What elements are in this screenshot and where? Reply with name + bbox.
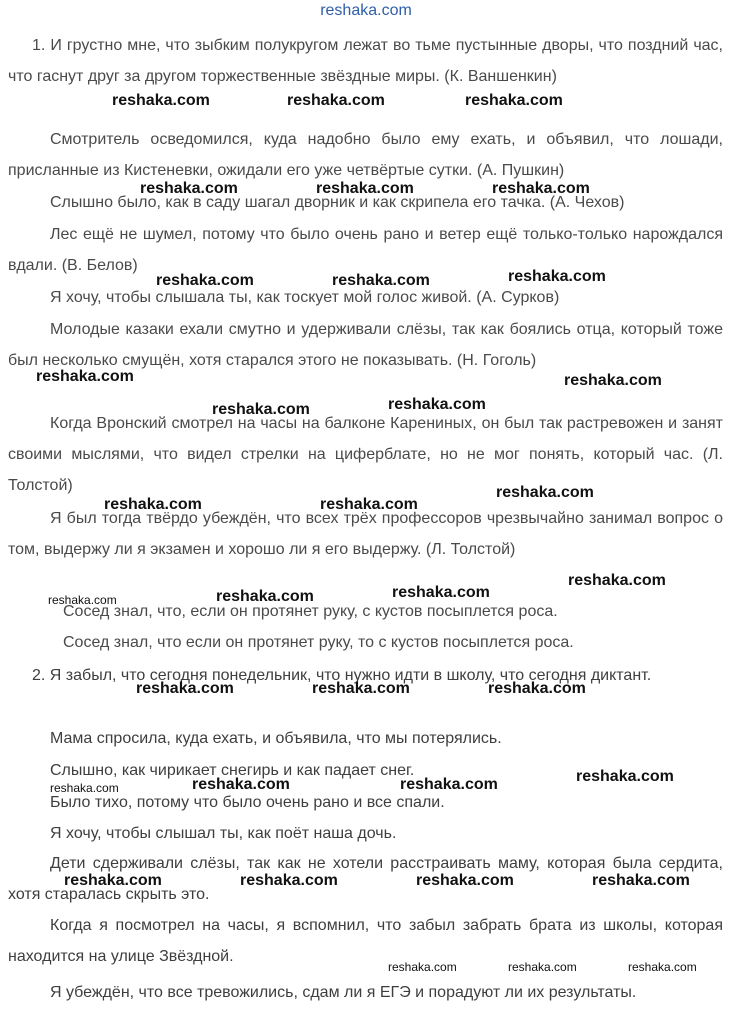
task1-paragraph-5: Я хочу, чтобы слышала ты, как тоскует мой голос живой. (А. Сурков) xyxy=(50,289,560,306)
task2-paragraph-8: Я убеждён, что все тревожились, сдам ли я ЕГЭ и порадуют ли их результаты. xyxy=(50,984,637,1001)
watermark: reshaka.com xyxy=(50,781,119,795)
watermark: reshaka.com xyxy=(48,593,117,607)
watermark: reshaka.com xyxy=(392,584,490,601)
watermark: reshaka.com xyxy=(64,872,162,889)
watermark: reshaka.com xyxy=(212,401,310,418)
watermark: reshaka.com xyxy=(332,272,430,289)
watermark: reshaka.com xyxy=(592,872,690,889)
task2-paragraph-7: Когда я посмотрел на часы, я вспомнил, что забыл забрать брата из школы, которая находится на улице Звёздной. xyxy=(8,917,723,965)
watermark: reshaka.com xyxy=(496,484,594,501)
task1-paragraph-1: 1. И грустно мне, что зыбким полукругом лежат во тьме пустынные дворы, что поздний час, что гаснут друг за другом торжественные звёздные миры. (К. Ваншенкин) xyxy=(8,37,723,85)
watermark: reshaka.com xyxy=(492,180,590,197)
task1-paragraph-2: Смотритель осведомился, куда надобно было ему ехать, и объявил, что лошади, присланные из Кистеневки, ожидали его уже четвёртые сутки. (А. Пушкин) xyxy=(8,131,723,179)
watermark: reshaka.com xyxy=(465,92,563,109)
watermark: reshaka.com xyxy=(400,776,498,793)
watermark: reshaka.com xyxy=(140,180,238,197)
task2-paragraph-5: Я хочу, чтобы слышал ты, как поёт наша дочь. xyxy=(50,825,397,842)
watermark: reshaka.com xyxy=(240,872,338,889)
watermark: reshaka.com xyxy=(216,588,314,605)
watermark: reshaka.com xyxy=(388,396,486,413)
watermark: reshaka.com xyxy=(568,572,666,589)
watermark: reshaka.com xyxy=(576,768,674,785)
watermark: reshaka.com xyxy=(508,960,577,974)
watermark: reshaka.com xyxy=(416,872,514,889)
watermark: reshaka.com xyxy=(156,272,254,289)
task2-paragraph-3: Слышно, как чирикает снегирь и как падает снег. xyxy=(50,762,415,779)
task1-paragraph-6: Молодые казаки ехали смутно и удерживали слёзы, так как боялись отца, который тоже был несколько смущён, хотя старался этого не показывать. (Н. Гоголь) xyxy=(8,321,723,369)
watermark: reshaka.com xyxy=(136,680,234,697)
watermark: reshaka.com xyxy=(287,92,385,109)
watermark: reshaka.com xyxy=(320,496,418,513)
watermark: reshaka.com xyxy=(36,368,134,385)
watermark: reshaka.com xyxy=(312,680,410,697)
task2-paragraph-1: 2. Я забыл, что сегодня понедельник, что нужно идти в школу, что сегодня диктант. xyxy=(32,667,652,684)
task2-paragraph-4: Было тихо, потому что было очень рано и все спали. xyxy=(50,794,445,811)
task2-paragraph-2: Мама спросила, куда ехать, и объявила, что мы потерялись. xyxy=(50,730,502,747)
task1-paragraph-10: Сосед знал, что если он протянет руку, то с кустов посыплется роса. xyxy=(63,634,574,651)
watermark: reshaka.com xyxy=(628,960,697,974)
watermark: reshaka.com xyxy=(564,372,662,389)
watermark: reshaka.com xyxy=(488,680,586,697)
watermark: reshaka.com xyxy=(192,776,290,793)
watermark: reshaka.com xyxy=(508,268,606,285)
header-brand[interactable]: reshaka.com xyxy=(320,2,412,19)
task1-paragraph-4: Лес ещё не шумел, потому что было очень рано и ветер ещё только-только нарождался вдали. (В. Белов) xyxy=(8,226,723,274)
watermark: reshaka.com xyxy=(104,496,202,513)
task1-paragraph-9: Сосед знал, что, если он протянет руку, с кустов посыплется роса. xyxy=(63,603,558,620)
watermark: reshaka.com xyxy=(388,960,457,974)
task1-paragraph-7: Когда Вронский смотрел на часы на балконе Карениных, он был так растревожен и занят своими мыслями, что видел стрелки на циферблате, но не мог понять, который час. (Л. Толстой) xyxy=(8,415,723,494)
watermark: reshaka.com xyxy=(112,92,210,109)
watermark: reshaka.com xyxy=(316,180,414,197)
task1-paragraph-8: Я был тогда твёрдо убеждён, что всех трёх профессоров чрезвычайно занимал вопрос о том, выдержу ли я экзамен и хорошо ли я его выдержу. (Л. Толстой) xyxy=(8,510,723,558)
task1-paragraph-3: Слышно было, как в саду шагал дворник и как скрипела его тачка. (А. Чехов) xyxy=(50,194,625,211)
task2-paragraph-6: Дети сдерживали слёзы, так как не хотели расстраивать маму, которая была сердита, хотя старалась скрыть это. xyxy=(8,855,723,903)
